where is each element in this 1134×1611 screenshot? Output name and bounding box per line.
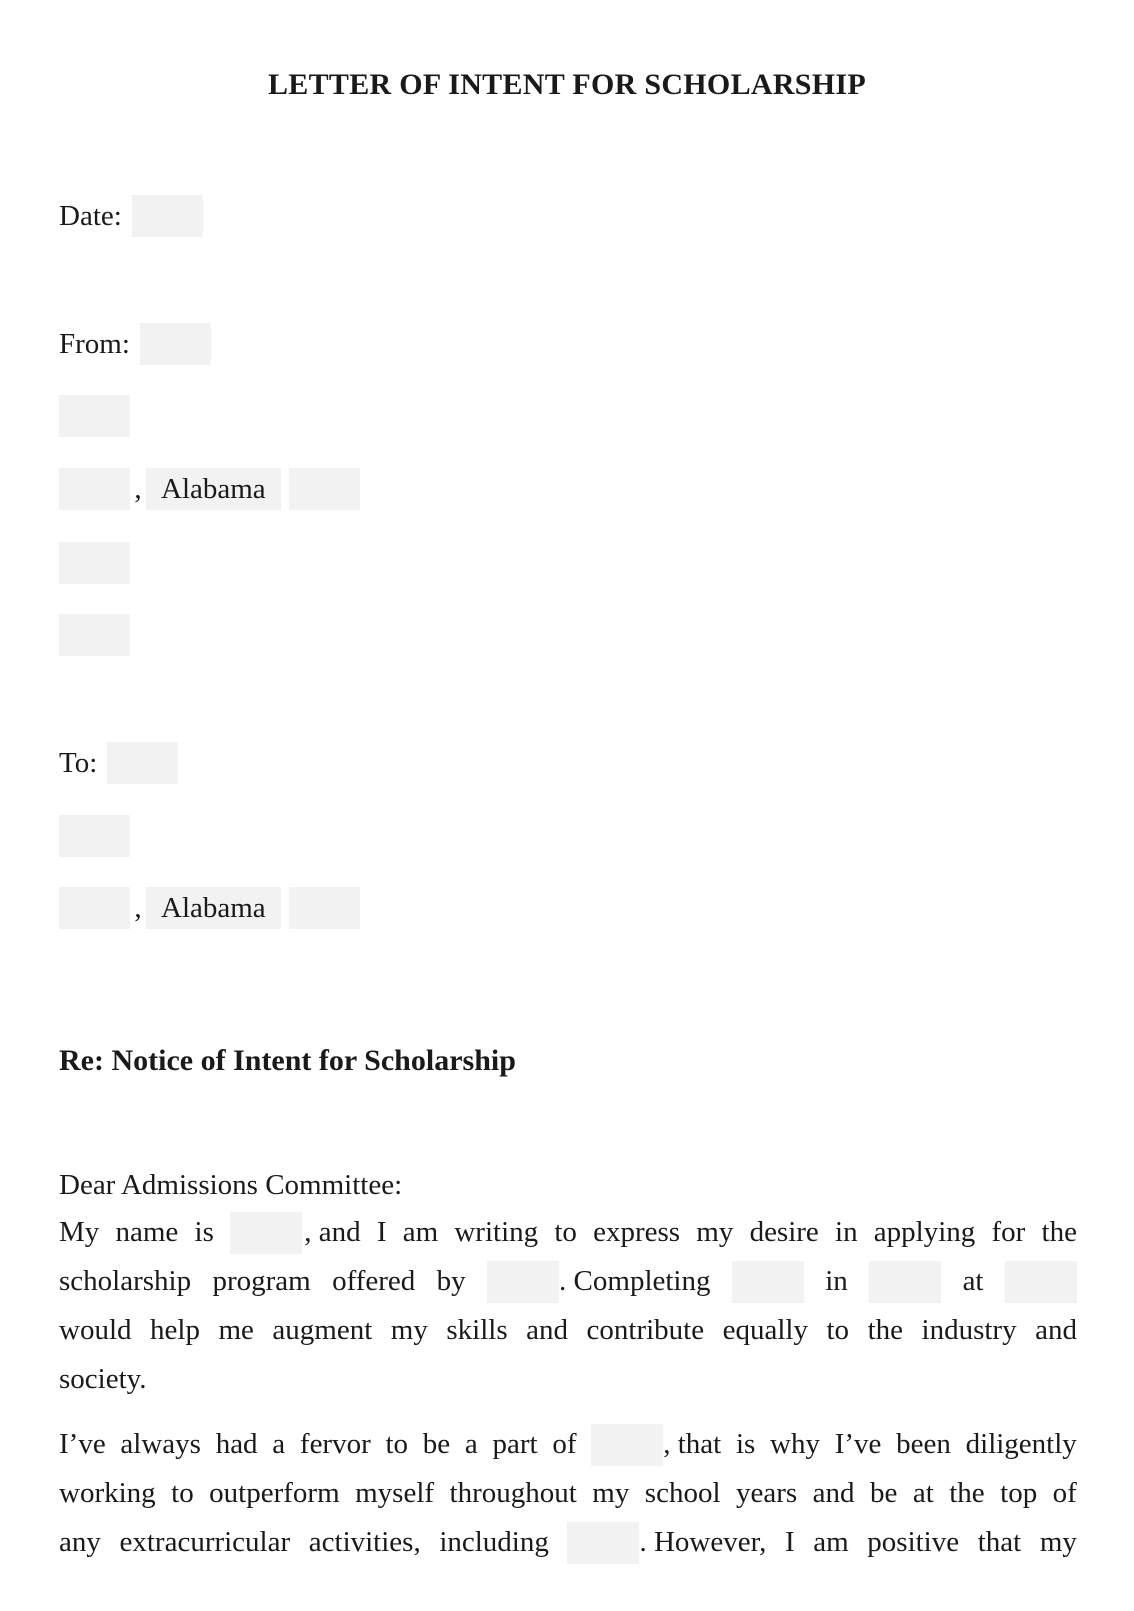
word: in [825,1265,848,1297]
word: be [869,1477,898,1509]
word: my [1039,1526,1077,1558]
word: to [554,1216,577,1248]
word: me [218,1314,254,1346]
word: industry [921,1314,1017,1346]
to-label: To: [59,746,98,779]
sender-street-field[interactable] [59,395,130,437]
word: myself [355,1477,435,1509]
degree-field[interactable] [732,1261,804,1303]
word: any [59,1526,101,1558]
word: equally [722,1314,808,1346]
paragraph-2-line-2 [59,1469,1077,1518]
paragraph-1-line-1 [59,1208,1077,1257]
word: to [385,1428,409,1460]
sender-address-line [59,394,130,438]
sender-city-state-line [59,467,360,511]
sender-phone-line [59,541,130,585]
word: express [593,1216,681,1248]
word: offered [332,1265,416,1297]
paragraph-1 [59,1208,1077,1404]
major-field[interactable] [869,1261,941,1303]
word: working [59,1477,156,1509]
word: why [770,1428,820,1460]
word: to [171,1477,194,1509]
word: my [390,1314,428,1346]
sponsor-field[interactable] [487,1261,559,1303]
activity-field[interactable] [567,1522,639,1564]
word: to [826,1314,850,1346]
paragraph-2-line-3 [59,1518,1077,1567]
from-line [59,322,211,366]
recipient-city-state-line [59,886,360,930]
word: extracurricular [119,1526,291,1558]
word: the [949,1477,985,1509]
word: , that [663,1428,722,1460]
paragraph-1-line-4 [59,1355,1077,1404]
from-label: From: [59,327,130,360]
word: diligently [965,1428,1077,1460]
word: scholarship [59,1265,192,1297]
word: I [784,1526,795,1558]
word: name [115,1216,179,1248]
recipient-city-field[interactable] [59,887,130,929]
activity-segment [567,1518,766,1567]
field-segment [591,1420,721,1469]
word: augment [272,1314,373,1346]
word: school [644,1477,721,1509]
word: and [526,1314,569,1346]
sponsor-segment [487,1257,710,1306]
word: is [194,1216,214,1248]
date-label: Date: [59,199,122,232]
recipient-zip-field[interactable] [289,887,360,929]
word: is [735,1428,756,1460]
sender-city-field[interactable] [59,468,130,510]
word: my [696,1216,734,1248]
recipient-street-field[interactable] [59,815,130,857]
word: my [592,1477,630,1509]
word: throughout [449,1477,577,1509]
word: a [272,1428,286,1460]
word: that [977,1526,1022,1558]
comma-separator: , [134,472,142,505]
institution-field[interactable] [1005,1261,1077,1303]
word: be [422,1428,451,1460]
word: contribute [586,1314,705,1346]
word: . Completing [559,1265,711,1297]
word: the [867,1314,904,1346]
sender-state-field[interactable]: Alabama [146,468,281,510]
word: a [464,1428,478,1460]
word: applying [873,1216,976,1248]
word: My [59,1216,100,1248]
applicant-name-field[interactable] [230,1212,302,1254]
word: been [896,1428,951,1460]
field-of-interest-field[interactable] [591,1424,663,1466]
sender-zip-field[interactable] [289,468,360,510]
word: society. [59,1363,147,1395]
word: I’ve [834,1428,882,1460]
word: by [436,1265,466,1297]
paragraph-1-line-3 [59,1306,1077,1355]
word: , and [304,1216,361,1248]
sender-email-field[interactable] [59,614,130,656]
recipient-name-field[interactable] [107,742,178,784]
word: am [402,1216,439,1248]
word: in [835,1216,858,1248]
word: for [991,1216,1026,1248]
word: am [813,1526,849,1558]
word: years [735,1477,798,1509]
to-line [59,741,178,785]
word: of [1052,1477,1077,1509]
word: of [552,1428,577,1460]
word: part [492,1428,538,1460]
word: I’ve [59,1428,106,1460]
word: at [912,1477,934,1509]
word: and [812,1477,855,1509]
word: writing [454,1216,539,1248]
paragraph-1-line-2 [59,1257,1077,1306]
word: skills [446,1314,508,1346]
word: outperform [209,1477,340,1509]
word: had [215,1428,258,1460]
subject-line: Re: Notice of Intent for Scholarship [59,1044,516,1077]
word: and [1035,1314,1077,1346]
word: would [59,1314,132,1346]
sender-phone-field[interactable] [59,542,130,584]
date-line [59,194,203,238]
recipient-state-field[interactable]: Alabama [146,887,281,929]
comma-separator: , [134,891,142,924]
word: desire [749,1216,819,1248]
word: the [1041,1216,1077,1248]
recipient-address-line [59,814,130,858]
word: positive [867,1526,960,1558]
sender-name-field[interactable] [140,323,211,365]
word: including [439,1526,549,1558]
salutation: Dear Admissions Committee: [59,1169,403,1201]
word: at [962,1265,984,1297]
paragraph-2-line-1 [59,1420,1077,1469]
word: help [150,1314,200,1346]
word: . However, [639,1526,767,1558]
sender-email-line [59,613,130,657]
word: I [376,1216,387,1248]
document-title: LETTER OF INTENT FOR SCHOLARSHIP [267,68,867,101]
word: activities, [308,1526,421,1558]
word: always [120,1428,201,1460]
date-field[interactable] [132,195,203,237]
paragraph-2 [59,1420,1077,1567]
word: top [1000,1477,1038,1509]
word: fervor [299,1428,371,1460]
word: program [212,1265,311,1297]
